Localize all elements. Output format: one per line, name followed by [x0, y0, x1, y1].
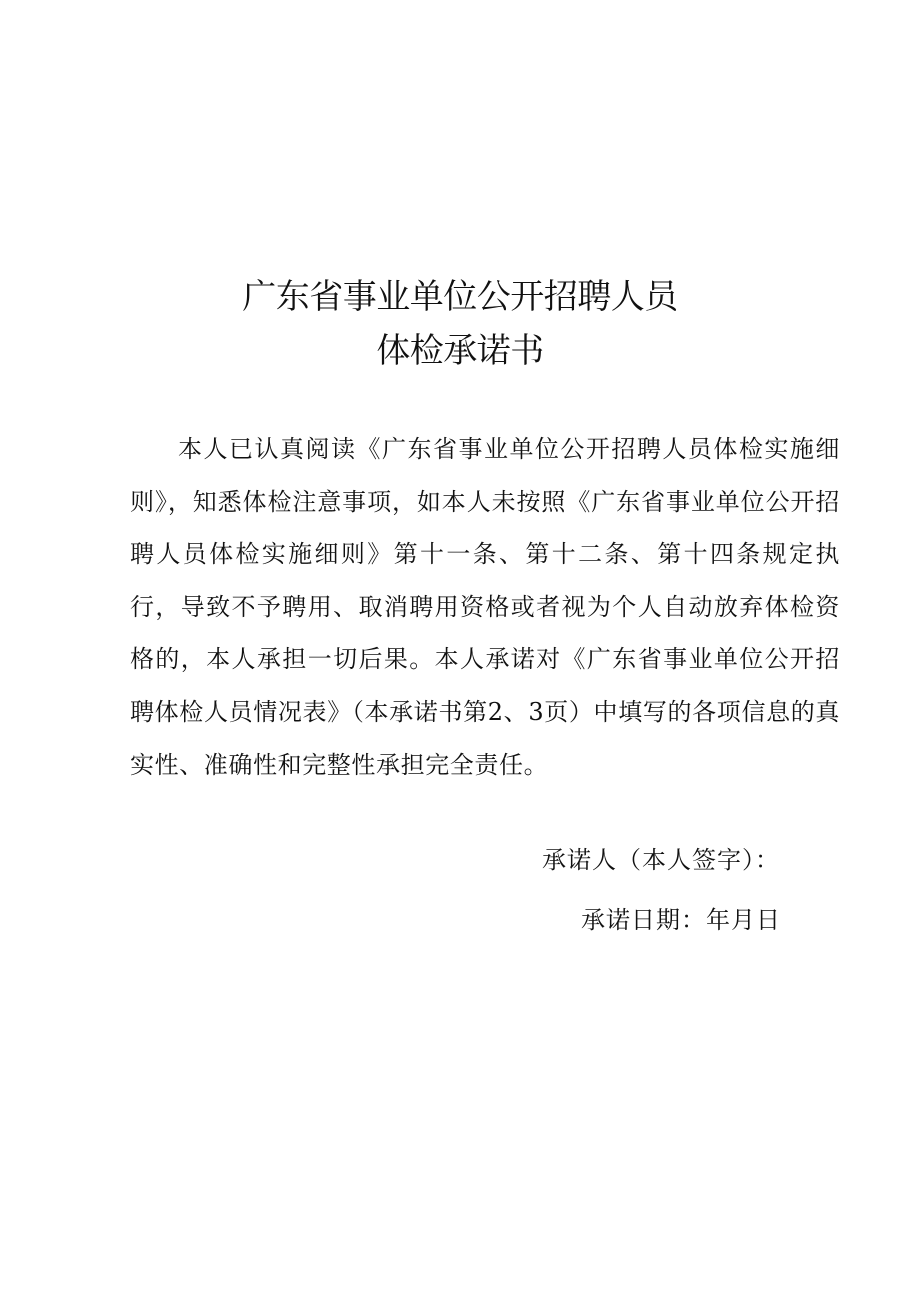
document-title-line2: 体检承诺书 [376, 331, 544, 371]
commitment-body-text: 本人已认真阅读《广东省事业单位公开招聘人员体检实施细则》，知悉体检注意事项，如本人未按照《广东省事业单位公开招聘人员体检实施细则》第十一条、第十二条、第十四条规定执行，导致不予聘用、取消聘用资格或者视为个人自动放弃体检资格的，本人承担一切后果。本人承诺对《广东省事业单位公开招聘体检人员情况表》（本承诺书第2、3页）中填写的各项信息的真实性、准确性和完整性承担完全责任。 [130, 435, 840, 779]
signature-label: 承诺人（本人签字）： [542, 846, 780, 874]
date-label: 承诺日期：年月日 [581, 906, 781, 934]
document-title-line1: 广东省事业单位公开招聘人员 [242, 277, 678, 317]
